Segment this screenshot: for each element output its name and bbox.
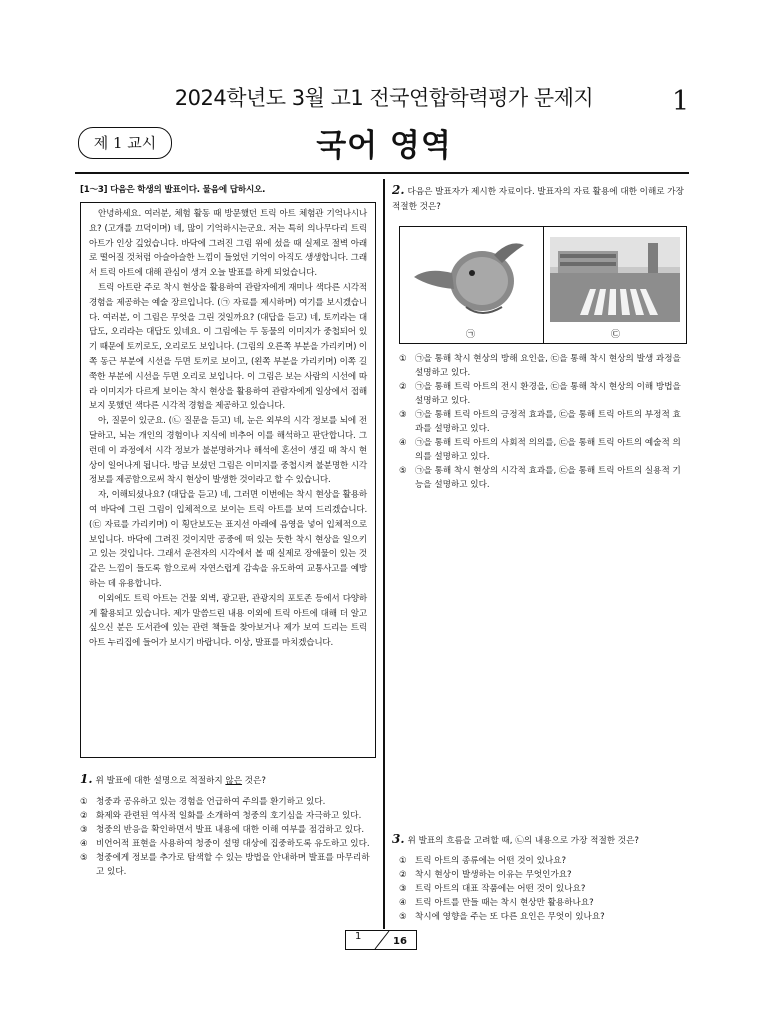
question-1-stem-end: 것은? — [242, 776, 266, 786]
instruction: [1～3] 다음은 학생의 발표이다. 물음에 답하시오. — [80, 185, 266, 195]
passage-text — [81, 203, 375, 655]
q2-choice-3[interactable] — [399, 408, 689, 436]
passage-box — [80, 202, 376, 758]
question-2-choices — [399, 352, 689, 492]
choice-text: 착시 현상이 발생하는 이유는 무엇인가요? — [415, 869, 572, 880]
choice-text: ㉠을 통해 트릭 아트의 전시 환경을, ㉢을 통해 착시 현상의 이해 방법을 설명하고 있다. — [415, 382, 681, 406]
passage-paragraph: 트릭 아트란 주로 착시 현상을 활용하여 관람자에게 재미나 색다른 시각적 경험을 제공하는 예술 장르입니다. (㉠ 자료를 제시하며) 여기를 보시겠습니다. 여러분, 이 그림은 무엇을 그린 것일까요? (대답을 듣고) 네, 토끼라는 대답도, 오리라는 대답도 있네요. 이 그림에는 두 동물의 이미지가 중첩되어 있기 때문에 토끼로도, 오리로도 보입니다. (그림의 오른쪽 부분을 가리키며) 이쪽 동근 부분에 시선을 두면 토끼로 보이고, (왼쪽 부분을 가리키며) 이쪽 길쭉한 부분에 시선을 두면 오리로 보입니다. 이 그림은 보는 사람의 시선에 따라 이미지가 다르게 보이는 착시 현상을 활용하여 관람자에게 일상에서 접해 보지 못했던 색다른 시각적 경험을 제공하고 있습니다. — [89, 282, 367, 412]
page-indicator — [345, 930, 417, 950]
q1-choice-1[interactable] — [80, 795, 376, 809]
choice-text: 트릭 아트를 만들 때는 착시 현상만 활용하나요? — [415, 897, 594, 908]
q2-choice-2[interactable] — [399, 380, 689, 408]
question-3 — [392, 832, 690, 924]
choice-number: ⑤ — [399, 911, 407, 922]
subject-title: 국어 영역 — [316, 128, 452, 164]
q2-choice-1[interactable] — [399, 352, 689, 380]
choice-number: ② — [80, 810, 88, 821]
choice-number: ⑤ — [80, 852, 88, 863]
figure-divider — [543, 227, 544, 343]
choice-text: 트릭 아트의 종류에는 어떤 것이 있나요? — [415, 855, 567, 866]
header-rule — [75, 172, 689, 174]
choice-text: 비언어적 표현을 사용하여 청중이 설명 대상에 집중하도록 유도하고 있다. — [96, 838, 370, 849]
passage-paragraph: 안녕하세요. 여러분, 체험 활동 때 방문했던 트릭 아트 체험관 기억나시나요? (고개를 끄덕이며) 네, 많이 기억하시는군요. 저는 특히 의나무다리 트릭 아트가 인상 깊었습니다. 바닥에 그려진 그림 위에 섰을 때 실제로 절벽 아래로 떨어질 것처럼 아슬아슬한 느낌이 들었던 기억이 아직도 생생합니다. 그래서 트릭 아트에 대해 관심이 생겨 오늘 발표를 하게 되었습니다. — [89, 209, 367, 279]
choice-text: 착시에 영향을 주는 또 다른 요인은 무엇이 있나요? — [415, 911, 605, 922]
question-1-emphasis: 않은 — [225, 776, 243, 786]
choice-number: ⑤ — [399, 466, 407, 476]
choice-number: ④ — [399, 438, 407, 448]
q3-choice-5[interactable] — [399, 910, 690, 924]
session-badge: 제 1 교시 — [78, 127, 172, 159]
q1-choice-4[interactable] — [80, 837, 376, 851]
q3-choice-2[interactable] — [399, 868, 690, 882]
crosswalk-image — [550, 237, 680, 322]
q1-choice-5[interactable] — [80, 851, 376, 879]
question-1-number: 1. — [80, 772, 93, 786]
choice-text: 청중의 반응을 확인하면서 발표 내용에 대한 이해 여부를 점검하고 있다. — [96, 824, 365, 835]
choice-text: ㉠을 통해 착시 현상의 시각적 효과를, ㉢을 통해 트릭 아트의 실용적 기능을 설명하고 있다. — [415, 466, 681, 490]
choice-number: ① — [399, 354, 407, 364]
q1-choice-3[interactable] — [80, 823, 376, 837]
q2-choice-4[interactable] — [399, 436, 689, 464]
question-2-stem — [392, 183, 690, 214]
choice-number: ② — [399, 382, 407, 392]
q3-choice-3[interactable] — [399, 882, 690, 896]
q3-choice-4[interactable] — [399, 896, 690, 910]
q1-choice-2[interactable] — [80, 809, 376, 823]
choice-text: 트릭 아트의 대표 작품에는 어떤 것이 있나요? — [415, 883, 586, 894]
figure-label-c: ㉢ — [611, 330, 621, 340]
question-1-stem-text: 위 발표에 대한 설명으로 적절하지 — [95, 776, 226, 786]
page-number: 1 — [672, 86, 690, 117]
q2-choice-5[interactable] — [399, 464, 689, 492]
total-pages: 16 — [393, 936, 407, 947]
figure-label-a: ㉠ — [466, 330, 476, 340]
column-divider — [383, 179, 385, 929]
choice-number: ② — [399, 869, 407, 880]
choice-number: ① — [80, 796, 88, 807]
question-2 — [392, 183, 690, 214]
choice-number: ④ — [80, 838, 88, 849]
choice-text: 화제와 관련된 역사적 일화를 소개하여 청중의 호기심을 자극하고 있다. — [96, 810, 362, 821]
passage-paragraph: 아, 질문이 있군요. (㉡ 질문을 듣고) 네, 눈은 외부의 시각 정보를 뇌에 전달하고, 뇌는 개인의 경험이나 지식에 비추어 이를 해석하고 판단합니다. 그런데 이 과정에서 시각 정보가 불분명하거나 해석에 혼선이 생길 때 착시 현상이 일어나게 됩니다. 방금 보셨던 그림은 이미지를 중첩시켜 불분명한 시각 정보를 제공함으로써 착시 현상이 발생한 것이라고 할 수 있습니다. — [89, 416, 367, 486]
choice-number: ④ — [399, 897, 407, 908]
exam-title: 2024학년도 3월 고1 전국연합학력평가 문제지 — [174, 86, 594, 110]
choice-number: ③ — [399, 410, 407, 420]
passage-paragraph: 자, 이해되셨나요? (대답을 듣고) 네, 그러면 이번에는 착시 현상을 활용하여 바닥에 그린 그림이 입체적으로 보이는 트릭 아트를 보여 드리겠습니다. (㉢ 자료를 가리키며) 이 횡단보도는 표지선 아래에 음영을 넣어 입체적으로 보입니다. 바닥에 그려진 것이지만 공중에 떠 있는 듯한 착시 현상을 일으키고 있는 것입니다. 그래서 운전자의 시각에서 볼 때 실제로 장애물이 있는 것 같은 느낌이 들도록 함으로써 자연스럽게 감속을 유도하여 교통사고를 예방하는 데 유용합니다. — [89, 490, 367, 589]
choice-text: ㉠을 통해 착시 현상의 방해 요인을, ㉢을 통해 착시 현상의 발생 과정을 설명하고 있다. — [415, 354, 681, 378]
question-2-number: 2. — [392, 183, 405, 197]
q3-choice-1[interactable] — [399, 854, 690, 868]
choice-text: ㉠을 통해 트릭 아트의 사회적 의의를, ㉢을 통해 트릭 아트의 예술적 의의를 설명하고 있다. — [415, 438, 681, 462]
choice-number: ③ — [399, 883, 407, 894]
choice-number: ① — [399, 855, 407, 866]
figure-box — [399, 226, 687, 344]
choice-text: 청중과 공유하고 있는 경험을 언급하여 주의를 환기하고 있다. — [96, 796, 326, 807]
question-3-number: 3. — [392, 832, 405, 846]
question-1 — [80, 772, 376, 879]
question-3-stem — [392, 832, 690, 849]
choice-number: ③ — [80, 824, 88, 835]
question-2-stem-text: 다음은 발표자가 제시한 자료이다. 발표자의 자료 활용에 대한 이해로 가장 적절한 것은? — [392, 187, 684, 212]
current-page: 1 — [355, 931, 362, 942]
question-3-stem-text: 위 발표의 흐름을 고려할 때, ㉡의 내용으로 가장 적절한 것은? — [407, 836, 639, 846]
question-1-stem — [80, 772, 376, 789]
passage-paragraph: 이외에도 트릭 아트는 건물 외벽, 광고판, 관광지의 포토존 등에서 다양하게 활용되고 있습니다. 제가 말씀드린 내용 이외에 트릭 아트에 대해 더 알고 싶으신 분은 도서관에 있는 관련 책들을 찾아보거나 제가 보여 드리는 트릭 아트 누리집에 들어가 보시기 바랍니다. 이상, 발표를 마치겠습니다. — [89, 593, 367, 649]
duck-rabbit-image — [406, 233, 536, 323]
choice-text: 청중에게 정보를 추가로 탐색할 수 있는 방법을 안내하며 발표를 마무리하고 있다. — [96, 852, 370, 877]
choice-text: ㉠을 통해 트릭 아트의 긍정적 효과를, ㉢을 통해 트릭 아트의 부정적 효과를 설명하고 있다. — [415, 410, 681, 434]
